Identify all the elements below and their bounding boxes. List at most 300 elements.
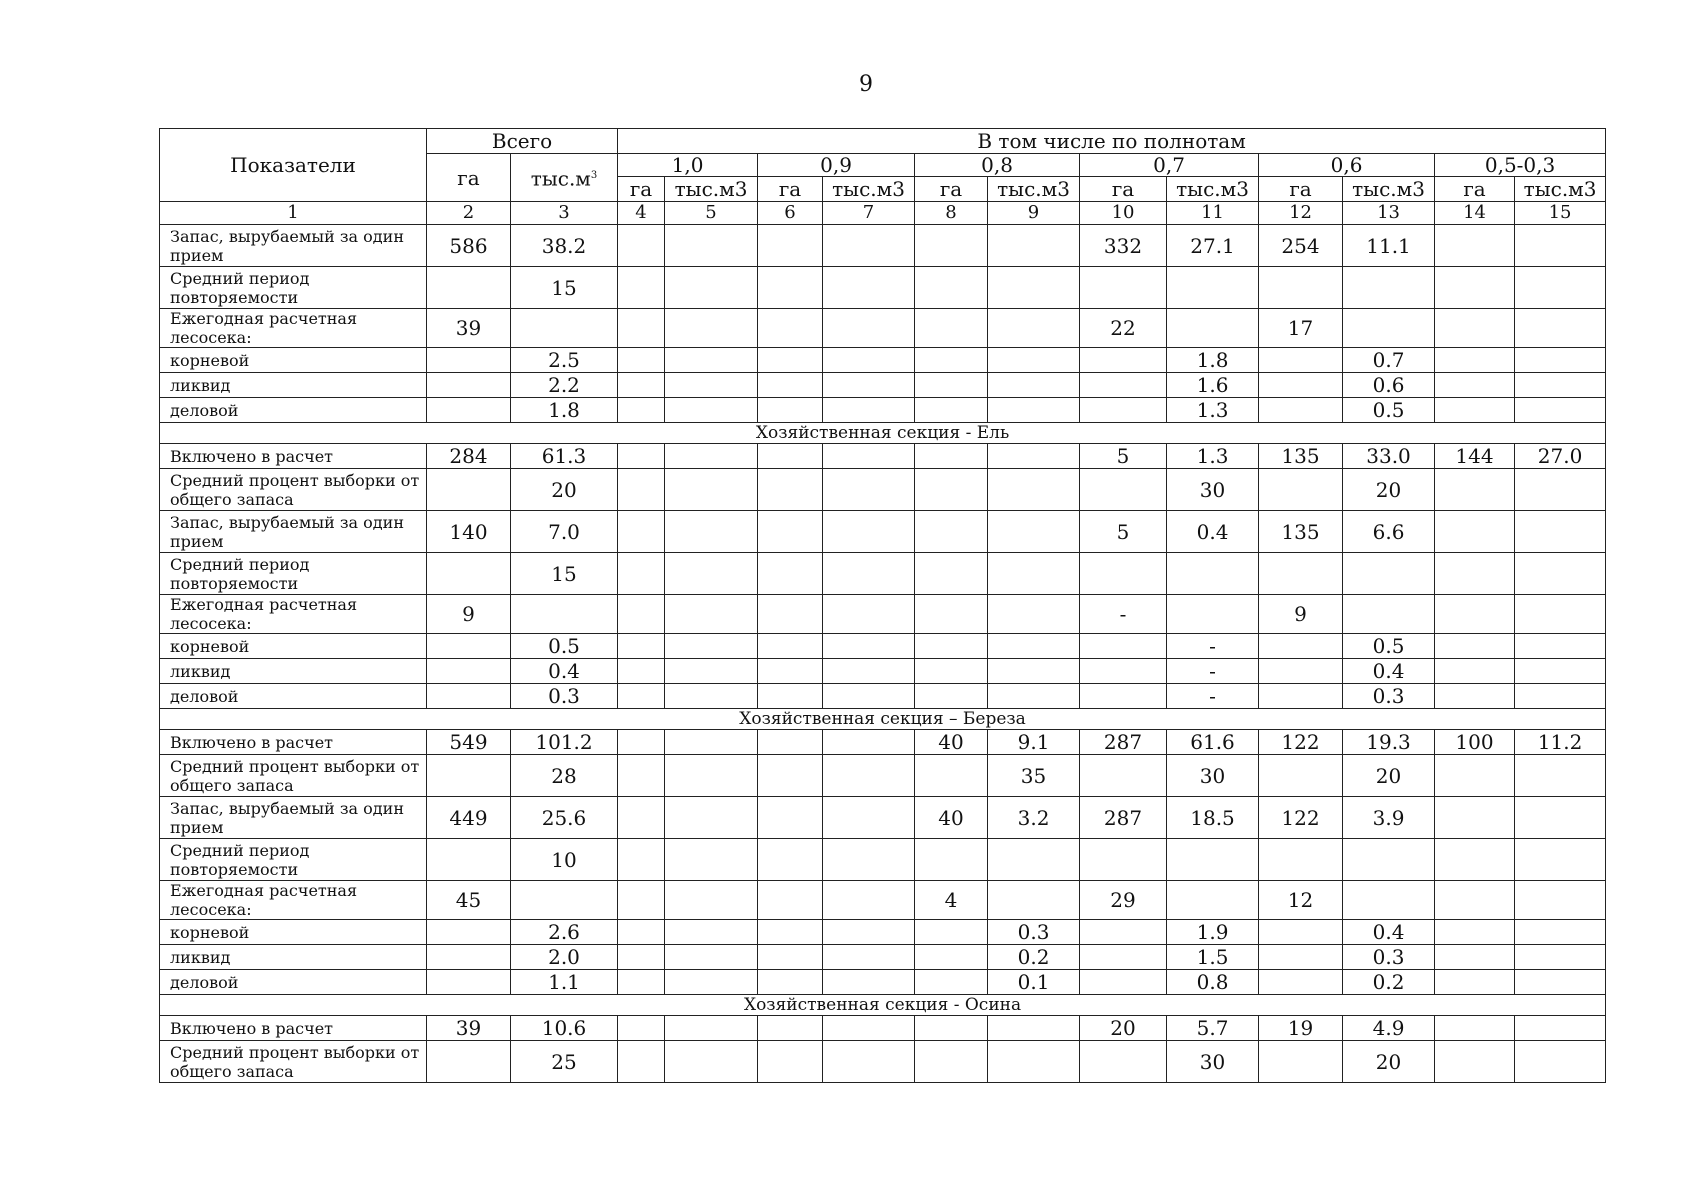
table-cell xyxy=(1259,1041,1343,1083)
table-cell xyxy=(823,881,915,920)
table-cell xyxy=(988,659,1080,684)
header-unit-ha: га xyxy=(915,177,988,202)
column-number: 5 xyxy=(665,202,758,225)
table-cell xyxy=(1515,659,1606,684)
column-number: 10 xyxy=(1080,202,1167,225)
table-cell xyxy=(665,267,758,309)
header-unit-volume: тыс.м3 xyxy=(988,177,1080,202)
table-row xyxy=(160,348,1606,373)
table-cell xyxy=(915,373,988,398)
column-number: 9 xyxy=(988,202,1080,225)
table-cell: 30 xyxy=(1167,1041,1259,1083)
table-row xyxy=(160,469,1606,511)
table-cell xyxy=(1515,684,1606,709)
table-cell: 100 xyxy=(1435,730,1515,755)
table-cell: 29 xyxy=(1080,881,1167,920)
table-row xyxy=(160,398,1606,423)
section-title: Хозяйственная секция - Ель xyxy=(160,423,1606,444)
table-cell xyxy=(1435,659,1515,684)
table-cell: 0.3 xyxy=(1343,945,1435,970)
table-cell xyxy=(823,659,915,684)
table-cell xyxy=(988,267,1080,309)
table-cell xyxy=(823,444,915,469)
table-cell xyxy=(915,511,988,553)
table-cell: 7.0 xyxy=(511,511,618,553)
table-cell xyxy=(618,881,665,920)
table-cell xyxy=(618,659,665,684)
table-cell xyxy=(823,755,915,797)
row-label: Ежегодная расчетная лесосека: xyxy=(160,309,427,348)
row-label: корневой xyxy=(160,348,427,373)
table-cell xyxy=(1343,839,1435,881)
table-cell: 135 xyxy=(1259,444,1343,469)
column-number: 4 xyxy=(618,202,665,225)
table-cell xyxy=(823,945,915,970)
column-number: 2 xyxy=(427,202,511,225)
table-cell xyxy=(1080,920,1167,945)
table-cell xyxy=(915,595,988,634)
table-cell xyxy=(988,348,1080,373)
table-cell: 1.8 xyxy=(511,398,618,423)
table-cell xyxy=(915,267,988,309)
header-density-1: 1,0 xyxy=(618,154,758,177)
table-cell: 45 xyxy=(427,881,511,920)
table-cell xyxy=(988,839,1080,881)
table-cell: 122 xyxy=(1259,730,1343,755)
table-cell xyxy=(665,553,758,595)
table-cell xyxy=(1435,1016,1515,1041)
header-unit-volume: тыс.м3 xyxy=(665,177,758,202)
table-cell xyxy=(823,595,915,634)
table-cell xyxy=(1435,945,1515,970)
table-cell xyxy=(1515,755,1606,797)
table-cell xyxy=(427,1041,511,1083)
table-cell xyxy=(665,659,758,684)
table-cell: 19 xyxy=(1259,1016,1343,1041)
table-cell xyxy=(1515,881,1606,920)
table-cell xyxy=(1515,553,1606,595)
table-cell xyxy=(1080,684,1167,709)
table-cell xyxy=(823,797,915,839)
table-cell: 20 xyxy=(1343,755,1435,797)
table-cell: 61.3 xyxy=(511,444,618,469)
table-cell xyxy=(1515,839,1606,881)
table-cell xyxy=(758,469,823,511)
table-cell: 549 xyxy=(427,730,511,755)
table-cell xyxy=(1080,659,1167,684)
table-cell xyxy=(665,398,758,423)
row-label: Ежегодная расчетная лесосека: xyxy=(160,595,427,634)
table-cell xyxy=(618,634,665,659)
header-row-1 xyxy=(160,129,1606,154)
table-cell xyxy=(1259,755,1343,797)
header-density-6: 0,5-0,3 xyxy=(1435,154,1606,177)
table-cell: 12 xyxy=(1259,881,1343,920)
table-cell: 122 xyxy=(1259,797,1343,839)
header-unit-volume: тыс.м3 xyxy=(823,177,915,202)
table-cell xyxy=(1435,595,1515,634)
table-cell xyxy=(618,348,665,373)
table-cell: 10 xyxy=(511,839,618,881)
table-cell: 30 xyxy=(1167,755,1259,797)
table-cell: 28 xyxy=(511,755,618,797)
table-cell: 0.5 xyxy=(1343,398,1435,423)
table-row xyxy=(160,684,1606,709)
table-cell xyxy=(665,348,758,373)
table-cell: 2.0 xyxy=(511,945,618,970)
table-cell xyxy=(915,469,988,511)
table-cell: 35 xyxy=(988,755,1080,797)
table-cell xyxy=(915,444,988,469)
row-label: Средний период повторяемости xyxy=(160,553,427,595)
row-label: Средний период повторяемости xyxy=(160,839,427,881)
table-cell xyxy=(1259,267,1343,309)
table-cell xyxy=(1515,225,1606,267)
table-cell: 2.2 xyxy=(511,373,618,398)
table-cell: 2.5 xyxy=(511,348,618,373)
table-cell xyxy=(1167,595,1259,634)
table-cell xyxy=(758,945,823,970)
table-cell xyxy=(1515,634,1606,659)
table-row xyxy=(160,444,1606,469)
table-row xyxy=(160,595,1606,634)
table-cell xyxy=(1515,595,1606,634)
table-cell: 0.4 xyxy=(511,659,618,684)
table-cell xyxy=(1259,684,1343,709)
table-cell xyxy=(758,970,823,995)
column-number: 13 xyxy=(1343,202,1435,225)
table-cell: 1.9 xyxy=(1167,920,1259,945)
table-cell xyxy=(988,634,1080,659)
table-cell xyxy=(427,684,511,709)
table-cell xyxy=(988,511,1080,553)
header-including: В том числе по полнотам xyxy=(618,129,1606,154)
table-cell xyxy=(1435,469,1515,511)
table-cell: 586 xyxy=(427,225,511,267)
table-cell: 20 xyxy=(1343,1041,1435,1083)
table-cell xyxy=(1080,373,1167,398)
table-cell xyxy=(758,444,823,469)
table-cell xyxy=(618,595,665,634)
table-cell xyxy=(665,225,758,267)
table-cell: 4.9 xyxy=(1343,1016,1435,1041)
table-cell: 15 xyxy=(511,553,618,595)
section-row xyxy=(160,423,1606,444)
table-cell xyxy=(1259,920,1343,945)
table-row xyxy=(160,881,1606,920)
column-number: 1 xyxy=(160,202,427,225)
table-cell xyxy=(665,373,758,398)
table-cell xyxy=(427,398,511,423)
table-cell xyxy=(427,839,511,881)
table-cell xyxy=(665,920,758,945)
table-cell: 0.4 xyxy=(1167,511,1259,553)
table-cell xyxy=(823,309,915,348)
table-cell: 254 xyxy=(1259,225,1343,267)
table-cell xyxy=(1435,970,1515,995)
table-cell xyxy=(665,469,758,511)
table-cell: 0.5 xyxy=(511,634,618,659)
table-cell xyxy=(1435,797,1515,839)
table-cell: 40 xyxy=(915,797,988,839)
row-label: Запас, вырубаемый за один прием xyxy=(160,225,427,267)
table-cell xyxy=(758,595,823,634)
column-number: 3 xyxy=(511,202,618,225)
table-cell xyxy=(1080,839,1167,881)
table-cell: 1.6 xyxy=(1167,373,1259,398)
table-cell xyxy=(988,444,1080,469)
table-cell xyxy=(1167,839,1259,881)
table-cell xyxy=(823,839,915,881)
table-cell: 25.6 xyxy=(511,797,618,839)
table-cell: 27.1 xyxy=(1167,225,1259,267)
table-row xyxy=(160,755,1606,797)
table-cell xyxy=(1080,634,1167,659)
row-label: Включено в расчет xyxy=(160,1016,427,1041)
table-cell: 0.6 xyxy=(1343,373,1435,398)
table-cell xyxy=(823,730,915,755)
table-cell xyxy=(1515,920,1606,945)
table-row xyxy=(160,730,1606,755)
table-cell xyxy=(988,309,1080,348)
table-cell xyxy=(1435,755,1515,797)
forest-allowance-table xyxy=(159,128,1606,1083)
table-cell xyxy=(915,225,988,267)
table-cell: 332 xyxy=(1080,225,1167,267)
table-cell xyxy=(758,797,823,839)
table-row xyxy=(160,920,1606,945)
column-number: 8 xyxy=(915,202,988,225)
table-cell xyxy=(758,398,823,423)
row-label: Средний процент выборки от общего запаса xyxy=(160,1041,427,1083)
table-cell xyxy=(823,1016,915,1041)
table-cell: 27.0 xyxy=(1515,444,1606,469)
table-cell xyxy=(1080,267,1167,309)
table-cell: 19.3 xyxy=(1343,730,1435,755)
table-cell: 0.3 xyxy=(988,920,1080,945)
section-title: Хозяйственная секция - Осина xyxy=(160,995,1606,1016)
table-cell xyxy=(618,1016,665,1041)
table-cell xyxy=(665,684,758,709)
table-cell xyxy=(665,444,758,469)
table-cell xyxy=(618,839,665,881)
table-cell xyxy=(665,755,758,797)
header-density-5: 0,6 xyxy=(1259,154,1435,177)
table-cell xyxy=(758,225,823,267)
table-cell: 20 xyxy=(1080,1016,1167,1041)
table-cell xyxy=(618,225,665,267)
table-cell xyxy=(1259,945,1343,970)
table-row xyxy=(160,1016,1606,1041)
table-cell: 33.0 xyxy=(1343,444,1435,469)
row-label: ликвид xyxy=(160,945,427,970)
row-label: Ежегодная расчетная лесосека: xyxy=(160,881,427,920)
table-body xyxy=(160,129,1606,1083)
table-cell xyxy=(1435,398,1515,423)
table-cell xyxy=(915,659,988,684)
table-cell xyxy=(823,634,915,659)
table-cell xyxy=(1515,373,1606,398)
table-row xyxy=(160,373,1606,398)
table-cell xyxy=(988,684,1080,709)
table-cell xyxy=(1515,970,1606,995)
table-cell xyxy=(665,797,758,839)
table-cell xyxy=(1435,373,1515,398)
table-cell xyxy=(915,348,988,373)
table-cell xyxy=(758,634,823,659)
row-label: деловой xyxy=(160,684,427,709)
header-indicators: Показатели xyxy=(160,129,427,202)
row-label: корневой xyxy=(160,920,427,945)
column-number: 14 xyxy=(1435,202,1515,225)
table-cell xyxy=(915,920,988,945)
table-cell xyxy=(823,225,915,267)
row-label: Запас, вырубаемый за один прием xyxy=(160,797,427,839)
table-cell xyxy=(511,309,618,348)
table-cell: 11.1 xyxy=(1343,225,1435,267)
row-label: Средний процент выборки от общего запаса xyxy=(160,755,427,797)
table-cell: 15 xyxy=(511,267,618,309)
table-cell xyxy=(665,595,758,634)
table-cell: 0.8 xyxy=(1167,970,1259,995)
table-cell xyxy=(823,348,915,373)
table-cell xyxy=(511,881,618,920)
row-label: деловой xyxy=(160,970,427,995)
table-cell: 20 xyxy=(1343,469,1435,511)
table-cell: 1.5 xyxy=(1167,945,1259,970)
table-cell: 0.5 xyxy=(1343,634,1435,659)
table-cell xyxy=(665,1041,758,1083)
table-cell: 18.5 xyxy=(1167,797,1259,839)
row-label: Запас, вырубаемый за один прием xyxy=(160,511,427,553)
table-cell xyxy=(1343,267,1435,309)
column-number: 12 xyxy=(1259,202,1343,225)
table-cell: 0.2 xyxy=(1343,970,1435,995)
table-cell xyxy=(1343,595,1435,634)
table-cell xyxy=(1435,511,1515,553)
table-cell: 3.9 xyxy=(1343,797,1435,839)
table-cell xyxy=(758,839,823,881)
table-cell: 284 xyxy=(427,444,511,469)
table-cell: 0.4 xyxy=(1343,659,1435,684)
header-density-2: 0,9 xyxy=(758,154,915,177)
table-row xyxy=(160,267,1606,309)
table-cell xyxy=(1435,1041,1515,1083)
table-cell xyxy=(823,398,915,423)
table-cell xyxy=(1080,348,1167,373)
table-cell xyxy=(823,920,915,945)
header-unit-volume: тыс.м3 xyxy=(1515,177,1606,202)
table-cell xyxy=(1515,1041,1606,1083)
table-cell xyxy=(988,225,1080,267)
table-row xyxy=(160,1041,1606,1083)
table-cell xyxy=(1515,398,1606,423)
table-cell: - xyxy=(1167,659,1259,684)
table-cell xyxy=(915,1016,988,1041)
header-total-volume-unit: тыс.м xyxy=(530,166,591,191)
table-cell xyxy=(1167,267,1259,309)
header-unit-ha: га xyxy=(1435,177,1515,202)
table-cell xyxy=(427,920,511,945)
table-cell xyxy=(758,511,823,553)
table-cell xyxy=(1080,398,1167,423)
table-cell xyxy=(988,1016,1080,1041)
header-total-ha: га xyxy=(427,154,511,202)
table-cell: 20 xyxy=(511,469,618,511)
table-cell xyxy=(1259,634,1343,659)
table-cell: - xyxy=(1167,634,1259,659)
table-cell: 0.1 xyxy=(988,970,1080,995)
column-numbers-row xyxy=(160,202,1606,225)
table-cell xyxy=(618,267,665,309)
table-row xyxy=(160,970,1606,995)
table-cell xyxy=(1167,309,1259,348)
table-cell: 3.2 xyxy=(988,797,1080,839)
header-total-volume xyxy=(511,154,618,202)
table-cell xyxy=(427,634,511,659)
table-cell xyxy=(618,945,665,970)
table-row xyxy=(160,225,1606,267)
header-unit-volume: тыс.м3 xyxy=(1167,177,1259,202)
table-cell xyxy=(823,267,915,309)
table-cell xyxy=(1435,348,1515,373)
column-number: 15 xyxy=(1515,202,1606,225)
table-cell: 9.1 xyxy=(988,730,1080,755)
table-cell xyxy=(665,881,758,920)
table-row xyxy=(160,511,1606,553)
table-cell xyxy=(1259,469,1343,511)
section-title: Хозяйственная секция – Береза xyxy=(160,709,1606,730)
table-cell: 0.4 xyxy=(1343,920,1435,945)
table-cell xyxy=(915,309,988,348)
table-cell xyxy=(988,1041,1080,1083)
header-density-4: 0,7 xyxy=(1080,154,1259,177)
table-cell xyxy=(988,398,1080,423)
table-cell: 39 xyxy=(427,309,511,348)
table-cell: 1.1 xyxy=(511,970,618,995)
table-cell xyxy=(1259,348,1343,373)
table-cell xyxy=(665,511,758,553)
table-cell xyxy=(427,553,511,595)
table-cell xyxy=(618,730,665,755)
table-cell xyxy=(1167,553,1259,595)
table-cell xyxy=(1080,755,1167,797)
table-cell xyxy=(823,684,915,709)
table-cell xyxy=(1435,267,1515,309)
table-row xyxy=(160,309,1606,348)
header-density-3: 0,8 xyxy=(915,154,1080,177)
table-cell xyxy=(1435,920,1515,945)
table-cell xyxy=(915,1041,988,1083)
table-cell: 287 xyxy=(1080,730,1167,755)
table-cell xyxy=(758,755,823,797)
table-cell: 0.7 xyxy=(1343,348,1435,373)
row-label: ликвид xyxy=(160,373,427,398)
row-label: Включено в расчет xyxy=(160,730,427,755)
table-cell xyxy=(618,553,665,595)
table-cell: 0.3 xyxy=(1343,684,1435,709)
table-cell xyxy=(1080,469,1167,511)
header-total-volume-exp: 3 xyxy=(590,170,598,182)
table-row xyxy=(160,839,1606,881)
table-cell xyxy=(618,797,665,839)
table-cell xyxy=(618,920,665,945)
table-cell: 1.3 xyxy=(1167,398,1259,423)
table-cell xyxy=(618,684,665,709)
table-cell xyxy=(758,1016,823,1041)
table-cell xyxy=(758,348,823,373)
table-cell xyxy=(1435,225,1515,267)
